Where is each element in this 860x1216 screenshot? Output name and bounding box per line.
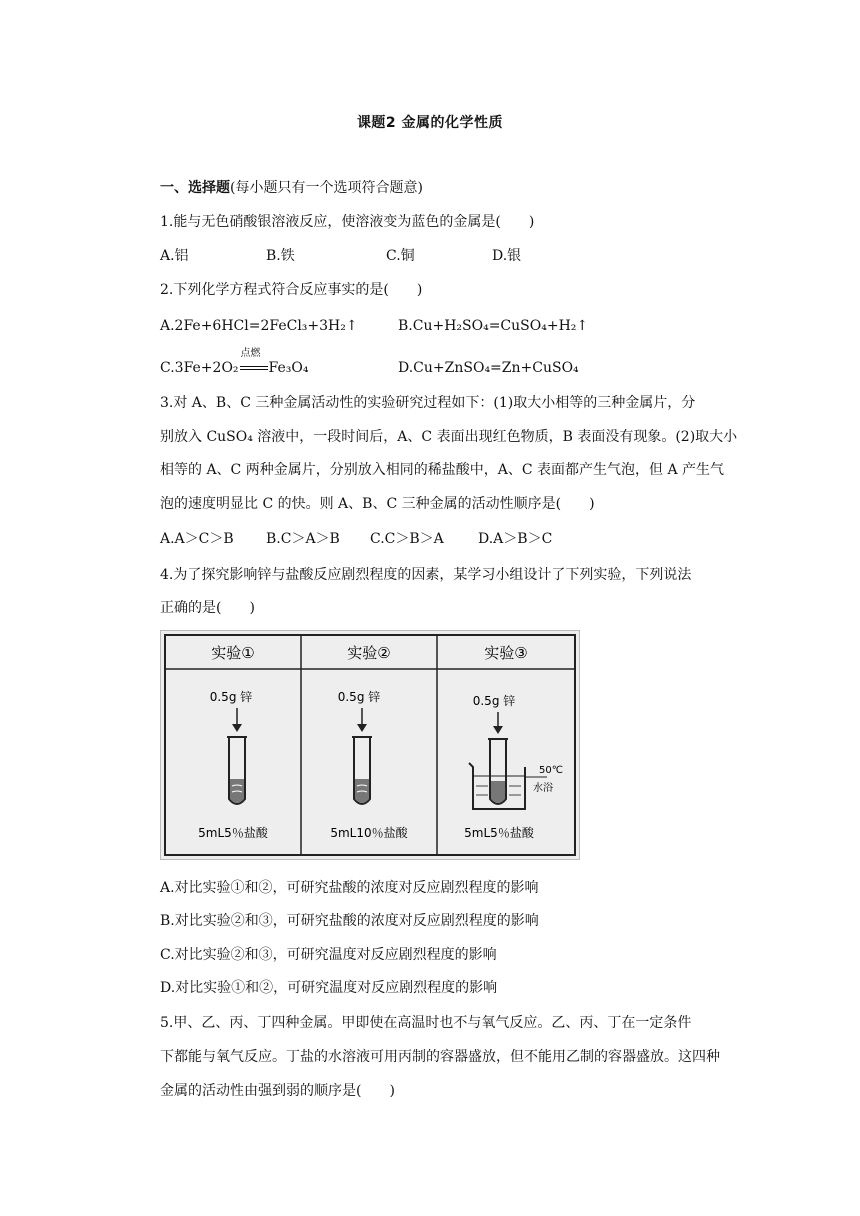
question-3-line1: 3.对 A、B、C 三种金属活动性的实验研究过程如下：(1)取大小相等的三种金属片，分 bbox=[160, 395, 696, 411]
header-exp-1: 实验① bbox=[211, 644, 255, 662]
double-equals-sign bbox=[240, 366, 268, 370]
q3-option-b: B.C＞A＞B bbox=[266, 531, 340, 547]
exp3-zinc-label: 0.5g 锌 bbox=[472, 694, 516, 708]
question-3-line2: 别放入 CuSO₄ 溶液中，一段时间后，A、C 表面出现红色物质，B 表面没有现象。(2)取大小 bbox=[160, 429, 738, 445]
header-exp-3: 实验③ bbox=[484, 644, 528, 662]
question-5-line1: 5.甲、乙、丙、丁四种金属。甲即使在高温时也不与氧气反应。乙、丙、丁在一定条件 bbox=[160, 1015, 692, 1031]
exp3-acid-label: 5mL5％盐酸 bbox=[464, 826, 534, 840]
q3-option-d: D.A＞B＞C bbox=[478, 531, 553, 547]
question-4-line1: 4.为了探究影响锌与盐酸反应剧烈程度的因素，某学习小组设计了下列实验，下列说法 bbox=[160, 567, 692, 583]
reaction-condition bbox=[239, 348, 269, 378]
exp1-acid-label: 5mL5％盐酸 bbox=[198, 826, 268, 840]
q1-option-d: D.银 bbox=[492, 248, 522, 264]
question-3-line4: 泡的速度明显比 C 的快。则 A、B、C 三种金属的活动性顺序是( ) bbox=[160, 496, 595, 512]
question-1-stem: 1.能与无色硝酸银溶液反应，使溶液变为蓝色的金属是( ) bbox=[160, 214, 535, 230]
exp3-bath-temp: 50℃ bbox=[539, 765, 563, 776]
question-5-line3: 金属的活动性由强到弱的顺序是( ) bbox=[160, 1083, 395, 1099]
question-3-line3: 相等的 A、C 两种金属片，分别放入相同的稀盐酸中，A、C 表面都产生气泡，但 A 产生气 bbox=[160, 462, 725, 478]
question-5-line2: 下都能与氧气反应。丁盐的水溶液可用丙制的容器盛放，但不能用乙制的容器盛放。这四种 bbox=[160, 1049, 720, 1065]
q1-option-b: B.铁 bbox=[266, 248, 295, 264]
q4-option-b: B.对比实验②和③，可研究盐酸的浓度对反应剧烈程度的影响 bbox=[160, 913, 539, 929]
q1-option-c: C.铜 bbox=[386, 248, 415, 264]
q3-option-a: A.A＞C＞B bbox=[160, 531, 234, 547]
exp1-arrow-head bbox=[232, 724, 242, 732]
q3-option-c: C.C＞B＞A bbox=[370, 531, 444, 547]
exp3-acid-liquid bbox=[491, 781, 505, 803]
question-4-line2: 正确的是( ) bbox=[160, 600, 255, 616]
q2-option-c-left: C.3Fe+2O₂ bbox=[160, 360, 239, 376]
reaction-condition-label: 点燃 bbox=[240, 348, 261, 359]
q2-option-d: D.Cu+ZnSO₄=Zn+CuSO₄ bbox=[398, 360, 579, 376]
q2-option-c-right: Fe₃O₄ bbox=[268, 360, 309, 376]
experiment-diagram bbox=[161, 631, 579, 859]
question-2-stem: 2.下列化学方程式符合反应事实的是( ) bbox=[160, 282, 423, 298]
q2-option-a: A.2Fe+6HCl=2FeCl₃+3H₂↑ bbox=[160, 318, 358, 334]
q2-option-c bbox=[160, 348, 309, 378]
q1-option-a: A.铝 bbox=[160, 248, 189, 264]
section-heading-note: (每小题只有一个选项符合题意) bbox=[230, 180, 423, 196]
exp1-zinc-label: 0.5g 锌 bbox=[209, 690, 253, 704]
page-title: 课题2 金属的化学性质 bbox=[356, 115, 504, 131]
q4-option-d: D.对比实验①和②，可研究温度对反应剧烈程度的影响 bbox=[160, 980, 498, 996]
exp2-zinc-label: 0.5g 锌 bbox=[337, 690, 381, 704]
experiment-figure bbox=[160, 630, 580, 860]
header-exp-2: 实验② bbox=[347, 644, 391, 662]
section-heading bbox=[160, 178, 423, 198]
q4-option-a: A.对比实验①和②，可研究盐酸的浓度对反应剧烈程度的影响 bbox=[160, 880, 539, 896]
exp2-arrow-head bbox=[357, 724, 367, 732]
section-heading-bold: 一、选择题 bbox=[160, 180, 230, 196]
q2-option-b: B.Cu+H₂SO₄=CuSO₄+H₂↑ bbox=[398, 318, 589, 334]
exp2-acid-label: 5mL10％盐酸 bbox=[330, 826, 408, 840]
exp3-arrow-head bbox=[493, 726, 503, 734]
exp3-bath-label: 水浴 bbox=[533, 783, 553, 794]
q4-option-c: C.对比实验②和③，可研究温度对反应剧烈程度的影响 bbox=[160, 947, 497, 963]
